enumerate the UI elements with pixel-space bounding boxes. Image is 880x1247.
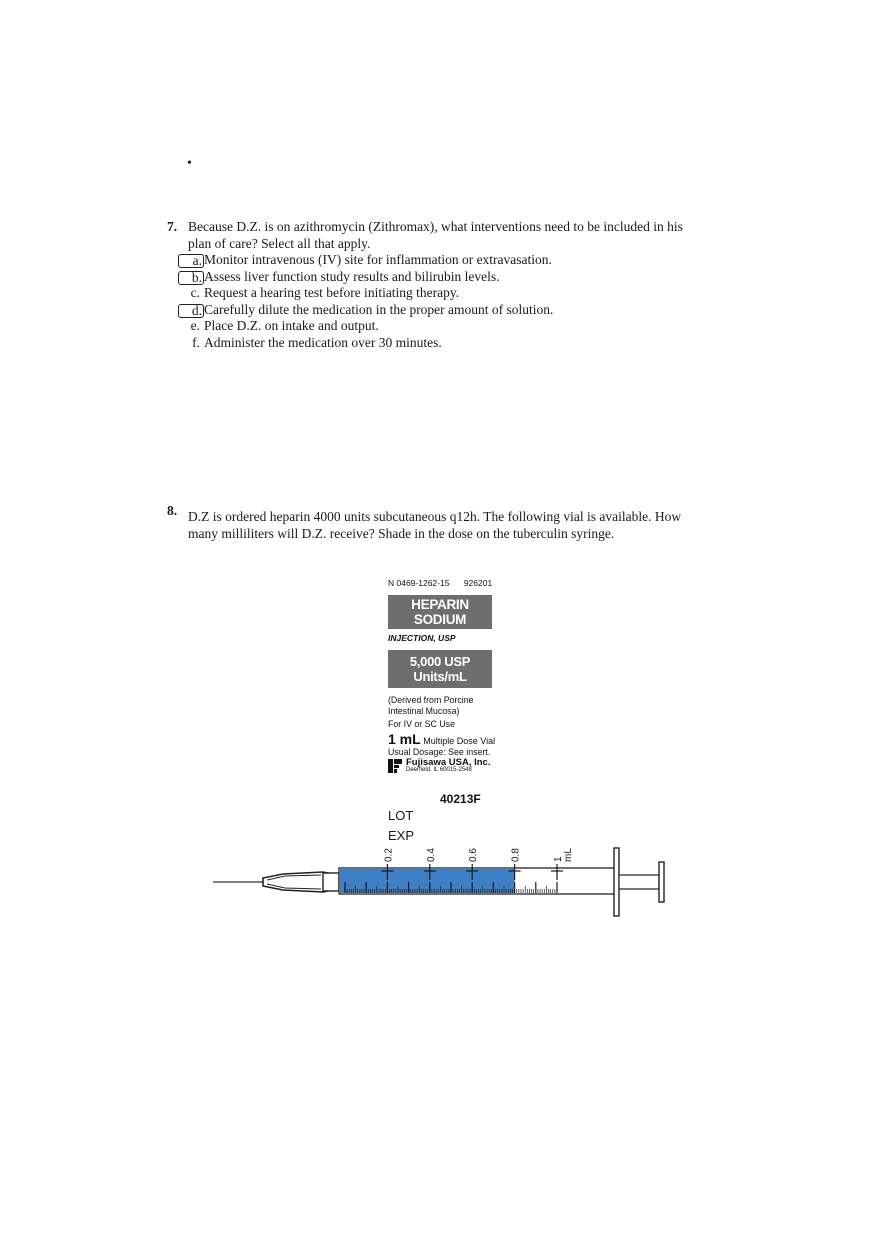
tick-label: 0.6 [468, 848, 480, 862]
question-7-option [178, 269, 738, 286]
source-line-1: (Derived from Porcine [388, 695, 474, 705]
question-7-option [178, 285, 738, 302]
lot-text: LOT [388, 808, 414, 823]
option-text: Assess liver function study results and bilirubin levels. [204, 268, 500, 284]
question-7-options [178, 252, 738, 352]
manufacturer-name: Fujisawa USA, Inc. [406, 757, 491, 768]
plunger-thumb-press [659, 862, 664, 902]
question-8-line-2: many milliliters will D.Z. receive? Shade in the dose on the tuberculin syringe. [188, 525, 615, 541]
question-8-stem [188, 509, 681, 542]
question-7-line-2: plan of care? Select all that apply. [188, 235, 371, 251]
manufacturer-logo-icon [388, 759, 402, 773]
question-8-line-1: D.Z is ordered heparin 4000 units subcutaneous q12h. The following vial is available. How [188, 509, 682, 524]
unit-label: mL [563, 848, 574, 862]
plunger-rod [619, 875, 659, 889]
strength-banner: 5,000 USP Units/mL [388, 650, 492, 688]
tick-label: 0.2 [383, 848, 395, 862]
question-8-number: 8. [167, 503, 178, 518]
label-ndc-row [388, 578, 508, 588]
option-text: Request a hearing test before initiating therapy. [204, 285, 460, 301]
bullet-mark: • [187, 156, 192, 171]
source-line-2: Intestinal Mucosa) [388, 705, 460, 716]
option-text: Administer the medication over 30 minutes. [204, 334, 442, 350]
vial-type: Multiple Dose Vial [423, 735, 496, 746]
option-letter-circled: a. [178, 254, 204, 268]
option-letter: f. [192, 334, 200, 350]
exp-text: EXP [388, 828, 415, 843]
option-letter: c. [190, 285, 200, 301]
route-text: For IV or SC Use [388, 719, 455, 729]
tick-label: 0.4 [425, 848, 437, 862]
question-7-number: 7. [167, 219, 178, 234]
question-7-option [178, 302, 738, 319]
tick-label: 0.8 [510, 848, 522, 862]
volume-amount: 1 mL [388, 730, 421, 747]
question-7-stem [188, 219, 683, 252]
option-text: Monitor intravenous (IV) site for inflammation or extravasation. [204, 252, 552, 267]
option-letter: e. [190, 318, 200, 334]
drug-form: INJECTION, USP [388, 633, 456, 643]
question-7-option [178, 318, 738, 335]
option-text: Place D.Z. on intake and output. [204, 318, 379, 334]
drug-name-banner: HEPARIN SODIUM [388, 595, 492, 629]
manufacturer-block [388, 758, 508, 774]
question-7-line-1: Because D.Z. is on azithromycin (Zithromax), what interventions need to be included in his [188, 219, 683, 234]
ndc-number: N 0469-1262-15 [388, 578, 450, 588]
question-7-option [178, 335, 738, 352]
volume-row [388, 731, 508, 747]
option-text: Carefully dilute the medication in the proper amount of solution. [204, 301, 554, 317]
heparin-vial-label [388, 578, 508, 806]
option-letter-circled: b. [178, 271, 204, 285]
tuberculin-syringe [205, 840, 675, 925]
catalog-number: 926201 [463, 578, 493, 588]
label-code: 40213F [440, 792, 481, 806]
question-7-option [178, 252, 738, 269]
manufacturer-address: Deerfield, IL 60015-2548 [406, 767, 472, 773]
usual-dosage: Usual Dosage: See insert. [388, 746, 491, 757]
tick-label: 1 [553, 856, 564, 862]
option-letter-circled: d. [178, 304, 204, 318]
syringe-flange [614, 848, 619, 916]
